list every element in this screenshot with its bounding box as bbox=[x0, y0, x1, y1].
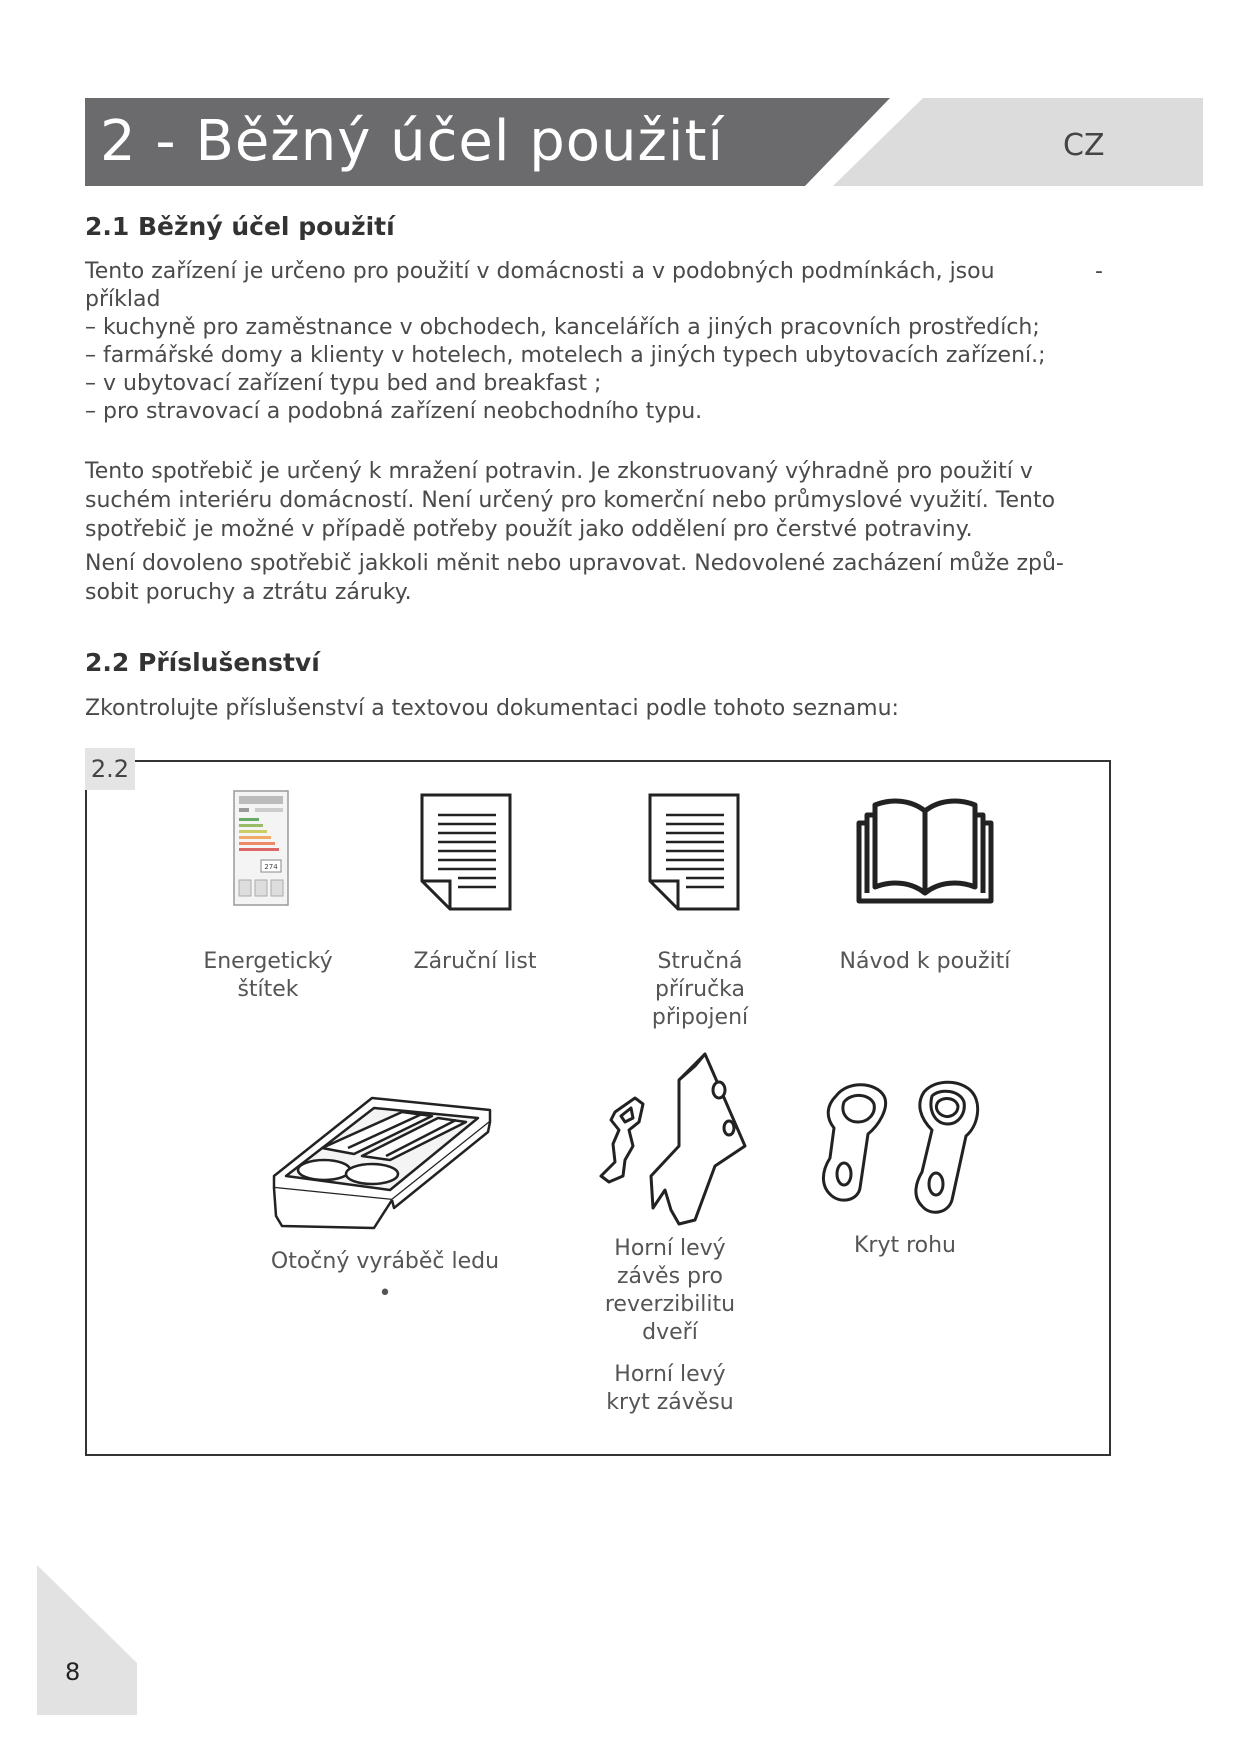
item-label-energy bbox=[178, 948, 358, 1004]
item-label-manual bbox=[820, 948, 1030, 976]
paragraph-line: suchém interiéru domácností. Není určený pro komerční nebo průmyslové využití. Tento bbox=[85, 488, 1056, 513]
paragraph-line: Tento spotřebič je určený k mražení potravin. Je zkonstruovaný výhradně pro použití v bbox=[85, 459, 1033, 484]
label-line: Záruční list bbox=[413, 949, 537, 974]
paragraph-line: Není dovoleno spotřebič jakkoli měnit nebo upravovat. Nedovolené zacházení může způ- bbox=[85, 551, 1064, 576]
document-icon bbox=[648, 793, 740, 911]
label-line: dveří bbox=[642, 1320, 698, 1345]
label-line: Horní levý bbox=[614, 1236, 726, 1261]
label-line: příručka bbox=[654, 977, 746, 1002]
section-heading-2-2: 2.2 Příslušenství bbox=[85, 648, 320, 677]
label-line: připojení bbox=[651, 1005, 749, 1030]
list-item: – pro stravovací a podobná zařízení neobchodního typu. bbox=[85, 399, 703, 424]
label-line: kryt závěsu bbox=[606, 1390, 734, 1415]
page-corner-decoration bbox=[37, 1565, 147, 1715]
item-label-corner-cover bbox=[820, 1232, 990, 1260]
section-heading-2-1: 2.1 Běžný účel použití bbox=[85, 212, 395, 241]
paragraph-warning bbox=[85, 550, 1115, 608]
intro-dash: - bbox=[1095, 259, 1103, 284]
label-line: Návod k použití bbox=[839, 949, 1011, 974]
label-line: Stručná bbox=[657, 949, 743, 974]
book-icon bbox=[855, 793, 995, 911]
item-label-quick-guide bbox=[620, 948, 780, 1032]
label-line: Kryt rohu bbox=[853, 1233, 957, 1258]
intro-text: Tento zařízení je určeno pro použití v domácnosti a v podobných podmínkách, jsou bbox=[85, 259, 995, 284]
document-icon bbox=[420, 793, 512, 911]
label-line: reverzibilitu bbox=[604, 1292, 736, 1317]
hinge-icon bbox=[595, 1050, 755, 1230]
language-code: CZ bbox=[1063, 128, 1105, 163]
accessories-intro: Zkontrolujte příslušenství a textovou dokumentaci podle tohoto seznamu: bbox=[85, 696, 899, 721]
label-line: závěs pro bbox=[616, 1264, 724, 1289]
paragraph-line: sobit poruchy a ztrátu záruky. bbox=[85, 580, 412, 605]
page-number: 8 bbox=[65, 1658, 81, 1686]
label-line: štítek bbox=[237, 977, 299, 1002]
label-bullet: • bbox=[378, 1281, 392, 1306]
list-item: – farmářské domy a klienty v hotelech, motelech a jiných typech ubytovacích zařízení.; bbox=[85, 343, 1046, 368]
item-label-hinge bbox=[575, 1235, 765, 1417]
figure-tag: 2.2 bbox=[85, 748, 135, 790]
energy-label-icon bbox=[233, 790, 289, 906]
list-item: – kuchyně pro zaměstnance v obchodech, kancelářích a jiných pracovních prostředích; bbox=[85, 315, 1040, 340]
label-line: Otočný vyráběč ledu bbox=[270, 1249, 500, 1274]
ice-maker-icon bbox=[262, 1088, 494, 1230]
list-item: – v ubytovací zařízení typu bed and breakfast ; bbox=[85, 371, 602, 396]
corner-cover-icon bbox=[812, 1078, 992, 1228]
page-title: 2 - Běžný účel použití bbox=[100, 109, 724, 174]
label-line: Horní levý bbox=[614, 1362, 726, 1387]
intro-line bbox=[85, 258, 1103, 286]
intro-line-2: příklad bbox=[85, 287, 161, 312]
paragraph-purpose bbox=[85, 458, 1115, 545]
label-line: Energetický bbox=[203, 949, 333, 974]
item-label-ice-maker bbox=[255, 1248, 515, 1308]
paragraph-line: spotřebič je možné v případě potřeby použít jako oddělení pro čerstvé potraviny. bbox=[85, 517, 973, 542]
usage-list bbox=[85, 314, 1046, 426]
item-label-warranty bbox=[395, 948, 555, 976]
energy-label-value: 274 bbox=[264, 863, 278, 871]
language-band bbox=[833, 98, 1203, 186]
